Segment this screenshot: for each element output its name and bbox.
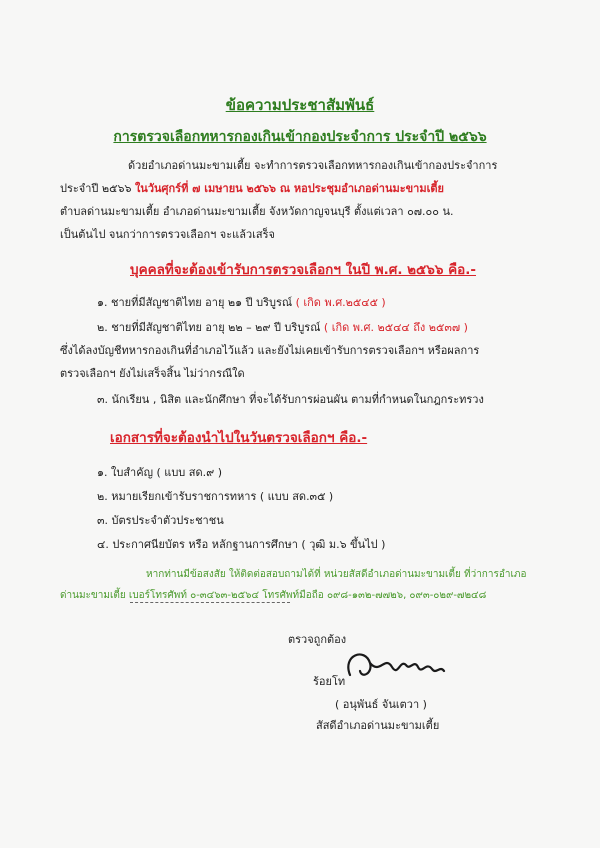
section2-item-2: ๒. หมายเรียกเข้ารับราชการทหาร ( แบบ สด.๓๕ )	[97, 490, 334, 503]
section1-item-2-cont-2: ตรวจเลือกฯ ยังไม่เสร็จสิ้น ไม่ว่ากรณีใด	[60, 367, 245, 380]
section1-item-1	[97, 293, 386, 311]
section1-item-2-text: ๒. ชายที่มีสัญชาติไทย อายุ ๒๒ – ๒๙ ปี บริบูรณ์	[97, 321, 324, 334]
section1-item-2-birth: ( เกิด พ.ศ. ๒๕๔๔ ถึง ๒๕๓๗ )	[323, 321, 468, 334]
section1-item-1-birth: ( เกิด พ.ศ.๒๕๔๕ )	[295, 296, 386, 309]
contact-line-1: หากท่านมีข้อสงสัย ให้ติดต่อสอบถามได้ที่ หน่วยสัสดีอำเภอด่านมะขามเตี้ย ที่ว่าการอำเภอ	[146, 569, 527, 580]
intro-line-4: เป็นต้นไป จนกว่าการตรวจเลือกฯ จะแล้วเสร็จ	[60, 228, 275, 241]
section2-heading: เอกสารที่จะต้องนำไปในวันตรวจเลือกฯ คือ.-	[110, 430, 368, 446]
intro-line-2	[60, 177, 444, 200]
section2-item-3: ๓. บัตรประจำตัวประชาชน	[97, 514, 224, 527]
signer-position: สัสดีอำเภอด่านมะขามเตี้ย	[316, 719, 440, 732]
section1-item-2-cont-1: ซึ่งได้ลงบัญชีทหารกองเกินที่อำเภอไว้แล้ว และยังไม่เคยเข้ารับการตรวจเลือกฯ หรือผลการ	[60, 344, 480, 357]
section1-item-3: ๓. นักเรียน , นิสิต และนักศึกษา ที่จะได้รับการผ่อนผัน ตามที่กำหนดในกฎกระทรวง	[97, 393, 484, 406]
section1-item-1-text: ๑. ชายที่มีสัญชาติไทย อายุ ๒๑ ปี บริบูรณ์	[97, 296, 296, 309]
intro-date-location: ในวันศุกร์ที่ ๗ เมษายน ๒๕๖๖ ณ หอประชุมอำเภอด่านมะขามเตี้ย	[134, 182, 444, 195]
intro-line-3: ตำบลด่านมะขามเตี้ย อำเภอด่านมะขามเตี้ย จังหวัดกาญจนบุรี ตั้งแต่เวลา ๐๗.๐๐ น.	[60, 205, 454, 218]
section2-item-1: ๑. ใบสำคัญ ( แบบ สด.๙ )	[97, 466, 222, 479]
handwritten-signature	[340, 645, 450, 690]
contact-line-2: ด่านมะขามเตี้ย เบอร์โทรศัพท์ ๐-๓๔๖๓-๒๕๖๔ โทรศัพท์มือถือ ๐๙๘-๑๓๒-๗๗๒๖, ๐๙๓-๐๒๙-๗๒๔๘	[60, 590, 487, 601]
certified-label: ตรวจถูกต้อง	[288, 633, 347, 646]
document-subtitle: การตรวจเลือกทหารกองเกินเข้ากองประจำการ ประจำปี ๒๕๖๖	[113, 129, 487, 145]
intro-line-1: ด้วยอำเภอด่านมะขามเตี้ย จะทำการตรวจเลือกทหารกองเกินเข้ากองประจำการ	[128, 159, 498, 172]
signer-name: ( อนุพันธ์ จันเตวา )	[335, 698, 427, 711]
document-title: ข้อความประชาสัมพันธ์	[225, 96, 375, 114]
rank-label: ร้อยโท	[313, 675, 346, 688]
section1-heading: บุคคลที่จะต้องเข้ารับการตรวจเลือกฯ ในปี พ.ศ. ๒๕๖๖ คือ.-	[130, 262, 476, 278]
divider	[130, 602, 290, 603]
section2-item-4: ๔. ประกาศนียบัตร หรือ หลักฐานการศึกษา ( วุฒิ ม.๖ ขึ้นไป )	[97, 538, 386, 551]
section1-item-2	[97, 318, 468, 336]
intro-line-2-start: ประจำปี ๒๕๖๖	[60, 182, 135, 195]
